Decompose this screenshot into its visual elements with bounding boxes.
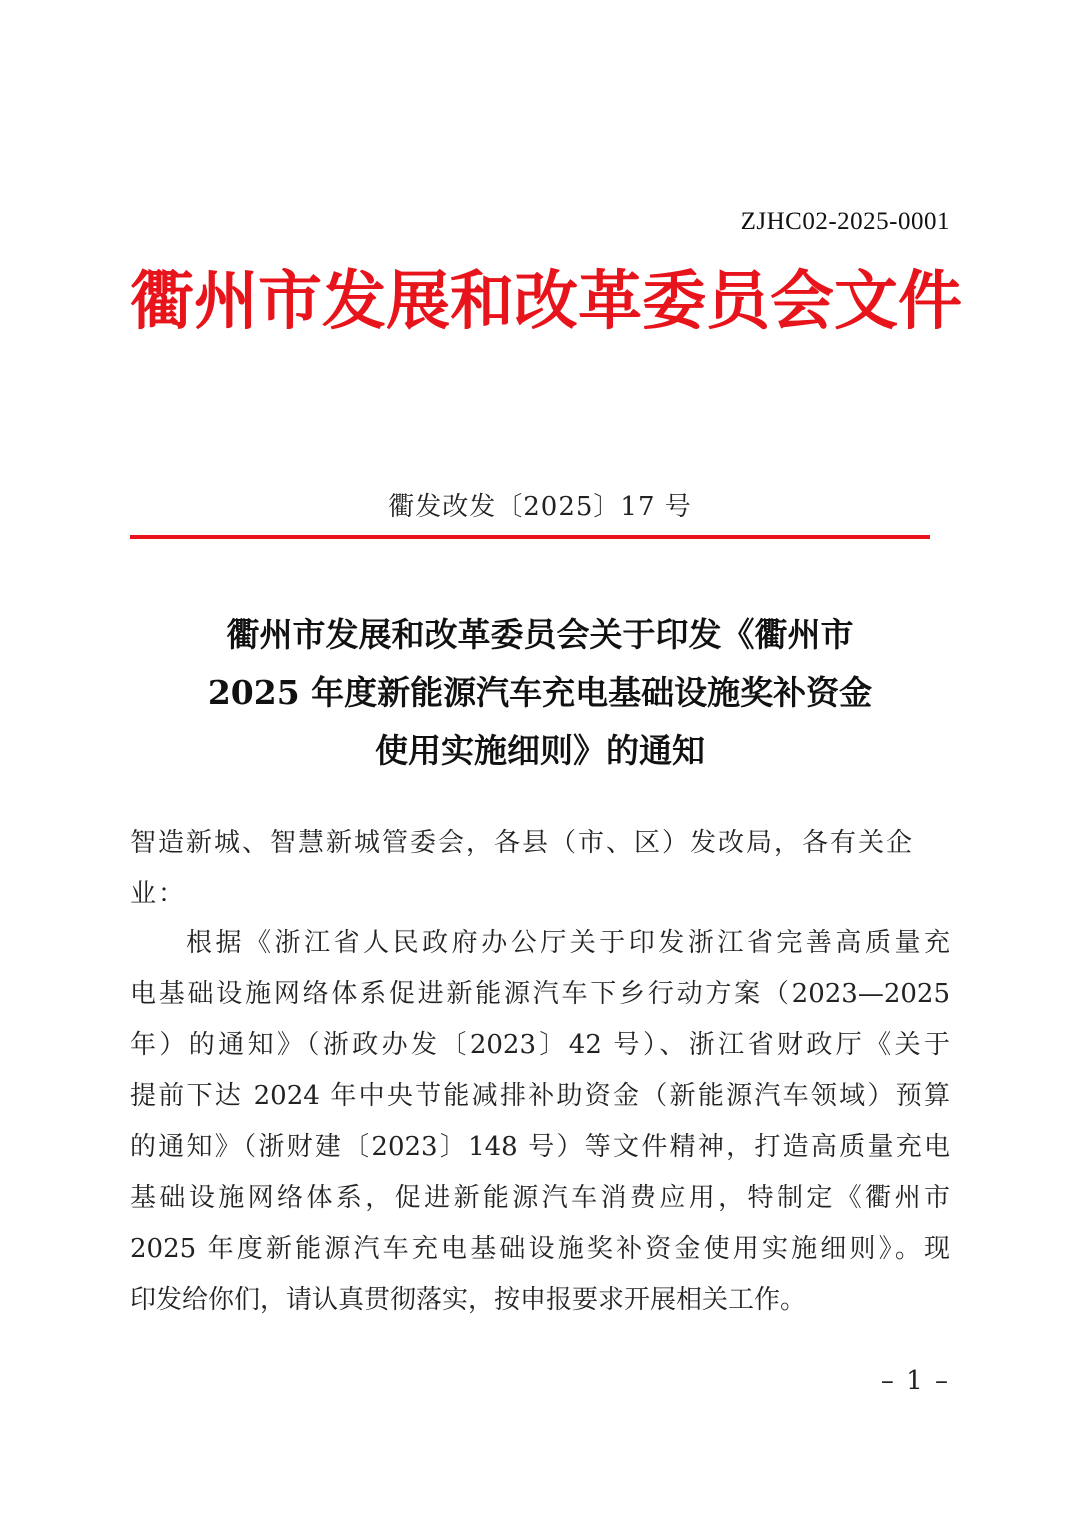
title-line: 衢州市发展和改革委员会关于印发《衢州市: [226, 615, 854, 654]
body-line: 印发给你们，请认真贯彻落实，按申报要求开展相关工作。: [130, 1285, 807, 1315]
recipients-line: 智造新城、智慧新城管委会，各县（市、区）发改局，各有关企业：: [130, 828, 915, 909]
document-code: ZJHC02-2025-0001: [740, 208, 950, 235]
issue-number: 衢发改发〔2025〕17 号: [388, 492, 692, 522]
red-divider-rule: [130, 535, 930, 539]
body-line: 提前下达 2024 年中央节能减排补助资金（新能源汽车领域）预算: [130, 1081, 950, 1111]
document-title: [130, 606, 950, 780]
body-line: 年）的通知》（浙政办发〔2023〕42 号）、浙江省财政厅《关于: [130, 1030, 950, 1060]
body-line: 的通知》（浙财建〔2023〕148 号）等文件精神，打造高质量充电: [130, 1132, 950, 1162]
body-line: 基础设施网络体系，促进新能源汽车消费应用，特制定《衢州市: [130, 1183, 950, 1213]
body-paragraph: [130, 918, 950, 1326]
body-line: 2025 年度新能源汽车充电基础设施奖补资金使用实施细则》。现: [130, 1234, 950, 1264]
title-line: 2025 年度新能源汽车充电基础设施奖补资金: [207, 673, 873, 712]
title-line: 使用实施细则》的通知: [375, 731, 705, 770]
body-line: 电基础设施网络体系促进新能源汽车下乡行动方案（2023—2025: [130, 979, 950, 1009]
masthead-title: 衢州市发展和改革委员会文件: [130, 264, 962, 339]
page-number: – 1 –: [880, 1366, 950, 1396]
body-line: 根据《浙江省人民政府办公厅关于印发浙江省完善高质量充: [186, 928, 950, 958]
